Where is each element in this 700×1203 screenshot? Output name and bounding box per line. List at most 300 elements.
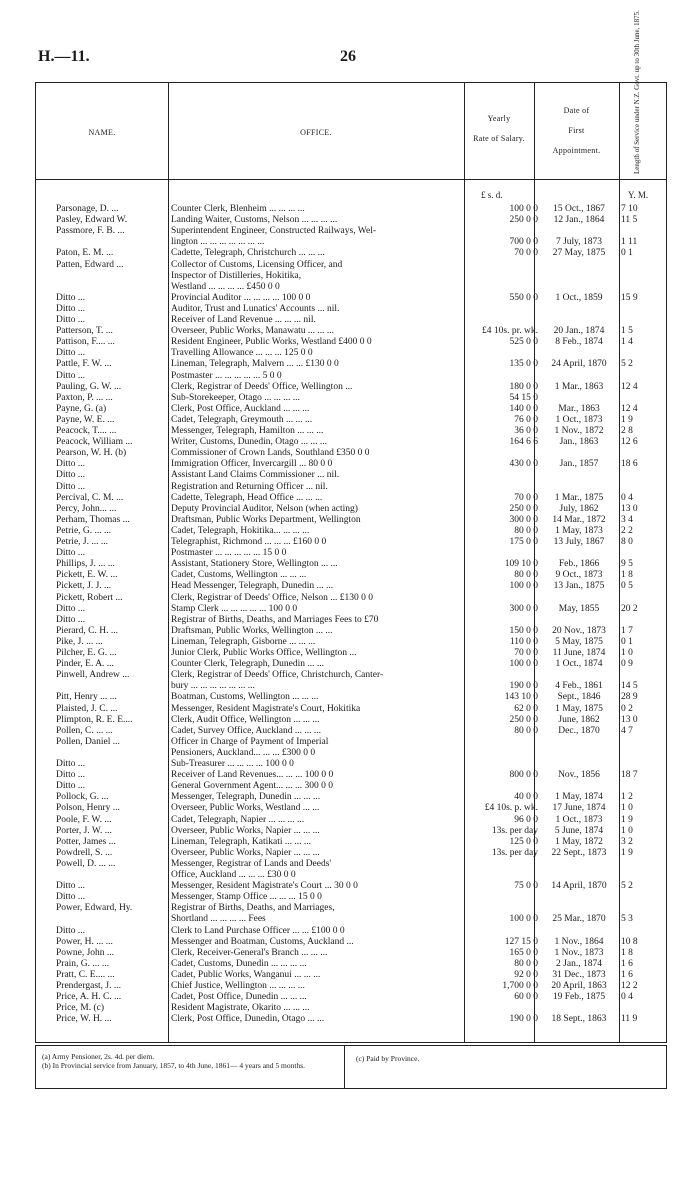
name-cell: Powdrell, S. ... [56, 847, 113, 858]
service-cell: 1 0 [621, 803, 633, 814]
salary-cell: 100 0 0 [509, 204, 538, 214]
name-cell: Phillips, J. ... ... [56, 559, 115, 570]
table-row [36, 626, 668, 637]
date-cell: 9 Oct., 1873 [555, 570, 603, 581]
office-cell: Lineman, Telegraph, Malvern ... ... £130 0 0 [171, 359, 339, 370]
name-cell: Parsonage, D. ... [56, 204, 119, 214]
service-cell: 0 9 [621, 659, 633, 670]
salary-cell: 190 0 0 [509, 681, 538, 692]
salary-cell: 135 0 0 [509, 359, 538, 370]
office-cell: Clerk, Registrar of Deeds' Office, Christchurch, Canter- [171, 670, 384, 681]
table-row [36, 659, 668, 670]
date-cell: 22 Sept., 1873 [551, 847, 607, 858]
service-cell: 7 10 [621, 204, 638, 214]
header-salary: Yearly Rate of Salary. [473, 114, 525, 143]
service-cell: 1 8 [621, 947, 633, 958]
footnotes [35, 1045, 667, 1089]
table-row [36, 737, 668, 748]
table-row [36, 637, 668, 648]
table-row [36, 393, 668, 404]
service-cell: 1 6 [621, 958, 633, 969]
date-cell: 14 April, 1870 [551, 881, 607, 892]
salary-cell: £4 10s. pr. wk. [482, 326, 538, 337]
table-row [36, 648, 668, 659]
office-cell: Pensioners, Auckland... ... ... £300 0 0 [171, 747, 316, 758]
salary-cell: 700 0 0 [509, 237, 538, 248]
table-row [36, 204, 668, 215]
date-cell: 14 Mar., 1872 [552, 514, 606, 525]
salary-cell: 13s. per day [491, 825, 538, 836]
salary-cell: 164 6 6 [509, 437, 538, 448]
office-cell: Shortland ... ... ... ... Fees [171, 914, 266, 925]
service-cell: 1 9 [621, 414, 633, 425]
table-row [36, 815, 668, 826]
name-cell: Pauling, G. W. ... [56, 381, 122, 392]
office-cell: Superintendent Engineer, Constructed Railways, Wel- [171, 226, 376, 237]
salary-cell: 13s. per day [491, 847, 538, 858]
service-cell: 1 6 [621, 969, 633, 980]
name-cell: Prain, G. ... ... [56, 958, 110, 969]
office-cell: Postmaster ... ... ... ... ... 15 0 0 [171, 548, 287, 559]
name-cell: Ditto ... [56, 348, 86, 359]
date-cell: Mar., 1863 [558, 403, 600, 414]
name-cell: Petrie, J. ... ... [56, 537, 108, 547]
service-cell: 2 2 [621, 525, 633, 536]
name-cell: Prendergast, J. ... [56, 981, 121, 991]
table-row [36, 892, 668, 903]
salary-cell: 40 0 0 [514, 792, 538, 803]
salary-cell: 54 15 0 [509, 392, 538, 403]
salary-cell: 80 0 0 [514, 570, 538, 581]
table-row [36, 826, 668, 837]
salary-cell: 250 0 0 [509, 714, 538, 725]
service-cell: 1 4 [621, 337, 633, 348]
name-cell: Potter, James ... [56, 836, 116, 847]
office-cell: Auditor, Trust and Lunatics' Accounts ... nil. [171, 303, 340, 314]
table-row [36, 293, 668, 304]
office-cell: Clerk, Registrar of Deeds' Office, Wellington ... [171, 381, 353, 392]
table-row [36, 426, 668, 437]
date-cell: July, 1862 [559, 503, 599, 514]
date-cell: 1 Nov., 1873 [554, 947, 604, 958]
table-row [36, 992, 668, 1003]
salary-cell: 100 0 0 [509, 914, 538, 925]
date-cell: 1 May, 1874 [555, 792, 603, 803]
date-cell: Dec., 1870 [558, 725, 600, 736]
office-cell: Counter Clerk, Blenheim ... ... ... ... [171, 204, 305, 214]
service-cell: 0 1 [621, 636, 633, 647]
date-cell: 25 Mar., 1870 [552, 914, 606, 925]
office-cell: Boatman, Customs, Wellington ... ... ... [171, 692, 319, 703]
name-cell: Ditto ... [56, 892, 86, 903]
name-cell: Pattison, F.... ... [56, 337, 115, 348]
header-rule [36, 179, 666, 180]
name-cell: Ditto ... [56, 759, 86, 769]
service-cell: 0 2 [621, 703, 633, 714]
office-cell: Head Messenger, Telegraph, Dunedin ... ... [171, 581, 334, 592]
date-cell: 24 April, 1870 [551, 359, 607, 370]
name-cell: Payne, W. E. ... [56, 414, 115, 425]
table-row [36, 260, 668, 271]
service-cell: 1 8 [621, 570, 633, 581]
date-cell: 1 May, 1872 [555, 836, 603, 847]
table-row [36, 1014, 668, 1025]
table-row [36, 371, 668, 382]
name-cell: Pitt, Henry ... ... [56, 692, 117, 703]
office-cell: Sub-Treasurer ... ... ... ... 100 0 0 [171, 759, 294, 769]
salary-cell: 190 0 0 [509, 1014, 538, 1025]
salary-cell: 143 10 0 [504, 692, 538, 703]
service-cell: 0 5 [621, 581, 633, 592]
header-service-length: Length of Service under N.Z. Govt. up to 30th June, 1875. [633, 10, 641, 174]
office-cell: Cadet, Customs, Dunedin ... ... ... ... [171, 958, 307, 969]
salary-cell: 800 0 0 [509, 770, 538, 781]
name-cell: Ditto ... [56, 770, 86, 781]
page-reference: H.—11. [38, 48, 90, 65]
service-cell: 1 7 [621, 625, 633, 636]
name-cell: Ditto ... [56, 470, 86, 481]
date-cell: 4 Feb., 1861 [555, 681, 603, 692]
date-cell: 1 Nov., 1864 [554, 936, 604, 947]
table-row [36, 215, 668, 226]
name-cell: Polson, Henry ... [56, 803, 120, 814]
date-cell: 20 Nov., 1873 [552, 625, 606, 636]
salary-cell: 80 0 0 [514, 725, 538, 736]
service-cell: 14 5 [621, 681, 638, 692]
salary-cell: 550 0 0 [509, 292, 538, 303]
table-row [36, 937, 668, 948]
salary-cell: 70 0 0 [514, 648, 538, 658]
office-cell: Cadet, Post Office, Dunedin ... ... ... [171, 992, 307, 1003]
date-cell: 1 Oct., 1859 [555, 292, 603, 303]
service-cell: 13 0 [621, 714, 638, 725]
salary-cell: 300 0 0 [509, 514, 538, 525]
table-row [36, 726, 668, 737]
table-row [36, 959, 668, 970]
salary-cell: 165 0 0 [509, 947, 538, 958]
office-cell: Lineman, Telegraph, Katikati ... ... ... [171, 836, 312, 847]
date-cell: June, 1862 [558, 714, 600, 725]
table-row [36, 870, 668, 881]
salary-cell: 70 0 0 [514, 492, 538, 503]
office-cell: Immigration Officer, Invercargill ... 80 0 0 [171, 459, 333, 470]
office-cell: Lineman, Telegraph, Gisborne ... ... ... [171, 636, 316, 647]
salary-cell: 92 0 0 [514, 969, 538, 980]
salary-cell: 70 0 0 [514, 248, 538, 259]
office-cell: Messenger and Boatman, Customs, Auckland ... [171, 936, 354, 947]
header-name: NAME. [88, 128, 116, 137]
date-cell: 20 April, 1863 [551, 981, 607, 991]
table-row [36, 970, 668, 981]
salary-cell: 36 0 0 [514, 426, 538, 436]
name-cell: Pollen, Daniel ... [56, 736, 120, 747]
salary-cell: 430 0 0 [509, 459, 538, 470]
table-row [36, 515, 668, 526]
salary-cell: 180 0 0 [509, 381, 538, 392]
name-cell: Petrie, G. ... ... [56, 525, 112, 536]
office-cell: Messenger, Resident Magistrate's Court, Hokitika [171, 703, 361, 714]
name-cell: Percival, C. M. ... [56, 492, 124, 503]
service-cell: 15 9 [621, 292, 638, 303]
table-row [36, 581, 668, 592]
table-row [36, 415, 668, 426]
service-cell: 8 0 [621, 537, 633, 547]
table-row [36, 482, 668, 493]
name-cell: Percy, John... ... [56, 503, 117, 514]
date-cell: 17 June, 1874 [552, 803, 606, 814]
name-cell: Patten, Edward ... [56, 259, 124, 270]
date-cell: Nov., 1856 [558, 770, 600, 781]
salary-cell: 140 0 0 [509, 403, 538, 414]
name-cell: Peacock, T.... ... [56, 426, 117, 436]
salary-cell: 96 0 0 [514, 814, 538, 825]
date-cell: 31 Dec., 1873 [552, 969, 606, 980]
name-cell: Price, A. H. C. ... [56, 992, 122, 1003]
office-cell: Cadet, Telegraph, Napier ... ... ... ... [171, 814, 305, 825]
name-cell: Powell, D. ... ... [56, 858, 116, 869]
service-cell: 20 2 [621, 603, 638, 614]
salary-cell: 125 0 0 [509, 836, 538, 847]
service-cell: 1 2 [621, 792, 633, 803]
service-cell: 12 4 [621, 403, 638, 414]
date-cell: 19 Feb., 1875 [552, 992, 606, 1003]
office-cell: Junior Clerk, Public Works Office, Wellington ... [171, 648, 357, 658]
table-row [36, 803, 668, 814]
table-row [36, 715, 668, 726]
table-row [36, 437, 668, 448]
name-cell: Ditto ... [56, 548, 86, 559]
office-cell: Assistant Land Claims Commissioner ... nil. [171, 470, 340, 481]
table-row [36, 926, 668, 937]
date-cell: Sept., 1846 [557, 692, 601, 703]
salary-cell: 109 10 0 [504, 559, 538, 570]
service-cell: 10 8 [621, 936, 638, 947]
date-cell: 8 Feb., 1874 [555, 337, 603, 348]
table-row [36, 670, 668, 681]
date-cell: 1 Mar., 1863 [554, 381, 604, 392]
date-cell: May, 1855 [558, 603, 600, 614]
service-cell: 18 6 [621, 459, 638, 470]
office-cell: lington ... ... ... ... ... ... ... [171, 237, 265, 248]
office-cell: Receiver of Land Revenues... ... ... 100 0 0 [171, 770, 334, 781]
service-cell: 0 4 [621, 492, 633, 503]
date-cell: 7 July, 1873 [555, 237, 603, 248]
table-row [36, 704, 668, 715]
office-cell: Clerk, Registrar of Deeds' Office, Nelson ... £130 0 0 [171, 592, 374, 603]
name-cell: Ditto ... [56, 603, 86, 614]
service-cell: 2 8 [621, 426, 633, 436]
table-row [36, 271, 668, 282]
footnote-b: (b) In Provincial service from January, 1857, to 4th June, 1861— 4 years and 5 months. [42, 1061, 306, 1070]
office-cell: Messenger, Resident Magistrate's Court ... 30 0 0 [171, 881, 358, 892]
name-cell: Peacock, William ... [56, 437, 133, 448]
table-row [36, 903, 668, 914]
table-row [36, 559, 668, 570]
footnote-a-b [42, 1052, 342, 1070]
service-cell: 4 7 [621, 725, 633, 736]
salary-cell: 100 0 0 [509, 659, 538, 670]
office-cell: Westland ... ... ... ... £450 0 0 [171, 281, 280, 292]
table-row [36, 692, 668, 703]
office-cell: Resident Engineer, Public Works, Westland £400 0 0 [171, 337, 372, 348]
office-cell: Clerk to Land Purchase Officer ... ... £100 0 0 [171, 925, 345, 936]
table-row [36, 914, 668, 925]
office-cell: Draftsman, Public Works Department, Wellington [171, 514, 361, 525]
table-row [36, 593, 668, 604]
name-cell: Pilcher, E. G. ... [56, 648, 117, 658]
service-cell: 11 5 [621, 215, 638, 226]
office-cell: Deputy Provincial Auditor, Nelson (when acting) [171, 503, 358, 514]
footnote-divider [344, 1046, 345, 1088]
salary-cell: 1,700 0 0 [502, 981, 538, 991]
office-cell: Registration and Returning Officer ... nil. [171, 481, 328, 492]
date-cell: Jan., 1857 [559, 459, 599, 470]
date-cell: 1 May, 1875 [555, 703, 603, 714]
office-cell: Messenger, Stamp Office ... ... ... 15 0 0 [171, 892, 322, 903]
salary-cell: 250 0 0 [509, 503, 538, 514]
service-cell: 12 4 [621, 381, 638, 392]
service-cell: 1 11 [621, 237, 638, 248]
name-cell: Ditto ... [56, 881, 86, 892]
service-cell: 9 5 [621, 559, 633, 570]
office-cell: Cadet, Telegraph, Greymouth ... ... ... [171, 414, 313, 425]
date-cell: 1 Nov., 1872 [554, 426, 604, 436]
office-cell: Overseer, Public Works, Napier ... ... ... [171, 825, 320, 836]
date-cell: 13 July, 1867 [553, 537, 605, 547]
salary-cell: 127 15 0 [504, 936, 538, 947]
date-cell: 27 May, 1875 [552, 248, 606, 259]
office-cell: Messenger, Telegraph, Dunedin ... ... ... [171, 792, 321, 803]
name-cell: Pinwell, Andrew ... [56, 670, 130, 681]
name-cell: Paxton, P. ... ... [56, 392, 113, 403]
salary-cell: 60 0 0 [514, 992, 538, 1003]
salary-cell: 62 0 0 [514, 703, 538, 714]
office-cell: Overseer, Public Works, Napier ... ... ... [171, 847, 320, 858]
salary-units: £ s. d. [481, 190, 503, 200]
salary-cell: 150 0 0 [509, 625, 538, 636]
service-cell: 1 9 [621, 847, 633, 858]
office-cell: Stamp Clerk ... ... ... ... ... 100 0 0 [171, 603, 298, 614]
footnote-c: (c) Paid by Province. [356, 1054, 420, 1063]
date-cell: 18 Sept., 1863 [551, 1014, 607, 1025]
office-cell: Clerk, Post Office, Dunedin, Otago ... ... [171, 1014, 325, 1025]
salary-cell: 175 0 0 [509, 537, 538, 547]
office-cell: Chief Justice, Wellington ... ... ... ... [171, 981, 305, 991]
salary-cell: 76 0 0 [514, 414, 538, 425]
salary-cell: 80 0 0 [514, 525, 538, 536]
name-cell: Ditto ... [56, 292, 86, 303]
name-cell: Pratt, C. E.... ... [56, 969, 115, 980]
name-cell: Ditto ... [56, 459, 86, 470]
office-cell: Cadet, Telegraph, Hokitika... ... ... ... [171, 525, 310, 536]
table-row [36, 748, 668, 759]
name-cell: Ditto ... [56, 925, 86, 936]
office-cell: Overseer, Public Works, Manawatu ... ... ... [171, 326, 335, 337]
salary-cell: 250 0 0 [509, 215, 538, 226]
name-cell: Pattle, F. W. ... [56, 359, 112, 370]
date-cell: 13 Jan., 1875 [553, 581, 605, 592]
name-cell: Price, W. H. ... [56, 1014, 112, 1025]
table-row [36, 304, 668, 315]
name-cell: Ditto ... [56, 315, 86, 325]
office-cell: Cadet, Public Works, Wanganui ... ... ... [171, 969, 321, 980]
table-row [36, 315, 668, 326]
name-cell: Porter, J. W. ... [56, 825, 112, 836]
date-cell: 1 May, 1873 [555, 525, 603, 536]
name-cell: Pasley, Edward W. [56, 215, 128, 226]
office-cell: Messenger, Telegraph, Hamilton ... ... ... [171, 426, 324, 436]
office-cell: Cadette, Telegraph, Christchurch ... ... ... [171, 248, 325, 259]
service-cell: 3 4 [621, 514, 633, 525]
header-office: OFFICE. [300, 128, 332, 137]
name-cell: Ditto ... [56, 614, 86, 625]
salary-cell: 525 0 0 [509, 337, 538, 348]
office-cell: Clerk, Post Office, Auckland ... ... ... [171, 403, 310, 414]
table-row [36, 337, 668, 348]
service-cell: 1 9 [621, 814, 633, 825]
date-cell: Jan., 1863 [559, 437, 599, 448]
name-cell: Plaisted, J. C. ... [56, 703, 118, 714]
table-row [36, 348, 668, 359]
office-cell: Landing Waiter, Customs, Nelson ... ... ... ... [171, 215, 338, 226]
name-cell: Ditto ... [56, 370, 86, 381]
office-cell: Overseer, Public Works, Westland ... ... [171, 803, 320, 814]
service-cell: 18 7 [621, 770, 638, 781]
service-cell: 1 5 [621, 326, 633, 337]
table-row [36, 359, 668, 370]
service-cell: 5 2 [621, 359, 633, 370]
date-cell: 5 June, 1874 [554, 825, 604, 836]
name-cell: Payne, G. (a) [56, 403, 107, 414]
table-row [36, 548, 668, 559]
footnote-a: (a) Army Pensioner, 2s. 4d. per diem. [42, 1052, 155, 1061]
name-cell: Pickett, J. J. ... [56, 581, 112, 592]
table-row [36, 459, 668, 470]
date-cell: 2 Jan., 1874 [556, 958, 602, 969]
name-cell: Power, Edward, Hy. [56, 903, 133, 914]
office-cell: Cadet, Survey Office, Auckland ... ... ... [171, 725, 321, 736]
name-cell: Pinder, E. A. ... [56, 659, 114, 670]
salary-cell: 80 0 0 [514, 958, 538, 969]
table-row [36, 948, 668, 959]
service-cell: 12 6 [621, 437, 638, 448]
date-cell: 5 May, 1875 [555, 636, 603, 647]
office-cell: bury ... ... ... ... ... ... ... [171, 681, 255, 692]
office-cell: General Government Agent... ... ... 300 0 0 [171, 781, 333, 792]
name-cell: Pickett, Robert ... [56, 592, 123, 603]
office-cell: Receiver of Land Revenue ... ... ... nil. [171, 315, 316, 325]
table-row [36, 493, 668, 504]
service-cell: 0 1 [621, 248, 633, 259]
date-cell: 15 Oct., 1867 [553, 204, 605, 214]
header-date: Date of First Appointment. [552, 106, 601, 155]
service-cell: 0 4 [621, 992, 633, 1003]
table-row [36, 981, 668, 992]
table-row [36, 282, 668, 293]
date-cell: 1 Mar., 1875 [554, 492, 604, 503]
date-cell: 12 Jan., 1864 [553, 215, 605, 226]
table-row [36, 759, 668, 770]
table-row [36, 382, 668, 393]
table-row [36, 770, 668, 781]
table-row [36, 604, 668, 615]
table-row [36, 848, 668, 859]
date-cell: 1 Oct., 1873 [555, 414, 603, 425]
table-row [36, 1003, 668, 1014]
name-cell: Plimpton, R. E. E.... [56, 714, 133, 725]
salary-cell: £4 10s. p. wk. [484, 803, 538, 814]
office-cell: Clerk, Receiver-General's Branch ... ... ... [171, 947, 328, 958]
